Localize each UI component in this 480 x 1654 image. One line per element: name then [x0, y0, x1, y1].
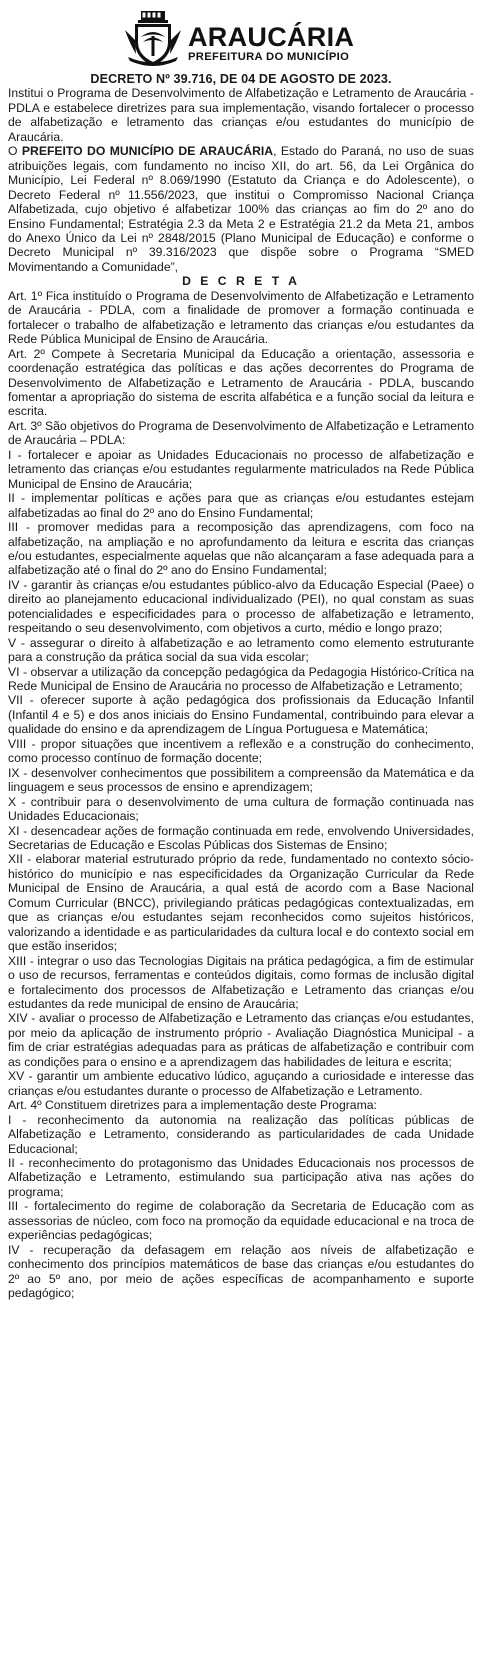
article-3-item-x: X - contribuir para o desenvolvimento de uma cultura de formação continuada nas Unidades Educacionais; [8, 794, 474, 824]
article-3-item-xii: XII - elaborar material estruturado próprio da rede, fundamentado no contexto sócio-histórico do município e nas especificidades da Organização Curricular da Rede Municipal de Ensino de Araucária, a qual está de acordo com a Base Nacional Comum Curricular (BNCC), privilegiando práticas pedagógicas contextualizadas, em que as crianças e/ou estudantes sejam reconhecidos como sujeitos históricos, valorizando a identidade e as particularidades da cultura local e do contexto social em que estão inseridos; [8, 852, 474, 954]
article-3-item-xiv: XIV - avaliar o processo de Alfabetização e Letramento das crianças e/ou estudantes, por meio da aplicação de instrumento próprio - Avaliação Diagnóstica Municipal - a fim de criar estratégias adequadas para as práticas de alfabetização e contribuir com as condições para o ensino e a aprendizagem das habilidades de leitura e escrita; [8, 1011, 474, 1069]
article-4: Art. 4º Constituem diretrizes para a implementação deste Programa: [8, 1098, 377, 1113]
article-3-item-vii: VII - oferecer suporte à ação pedagógica dos profissionais da Educação Infantil (Infantil 4 e 5) e dos anos iniciais do Ensino Fundamental, contribuindo para elevar a qualidade do ensino e da aprendizagem de Língua Portuguesa e Matemática; [8, 693, 474, 737]
article-2: Art. 2º Compete à Secretaria Municipal da Educação a orientação, assessoria e coordenação estratégica das políticas e das ações decorrentes do Programa de Desenvolvimento de Alfabetização e Letramento de Araucária - PDLA, buscando fomentar a apropriação do sistema de escrita alfabética e a função social da leitura e escrita. [8, 346, 474, 419]
brand-subtitle: PREFEITURA DO MUNICÍPIO [188, 51, 350, 63]
article-3-item-xi: XI - desencadear ações de formação continuada em rede, envolvendo Universidades, Secretarias de Educação e Escolas Públicas dos Sistemas de Ensino; [8, 823, 474, 853]
article-4-item-ii: II - reconhecimento do protagonismo das Unidades Educacionais nos processos de Alfabetização e Letramento, estimulando sua participação ativa nas ações do programa; [8, 1155, 474, 1199]
header [0, 8, 480, 70]
article-3-item-iv: IV - garantir às crianças e/ou estudantes público-alvo da Educação Especial (Paee) o direito ao planejamento educacional individualizado (PEI), no qual constam as suas potencialidades e especificidades para o processo de alfabetização e letramento, respeitando o seu desenvolvimento, com objetivos a curto, médio e longo prazo; [8, 577, 474, 636]
article-4-item-iii: III - fortalecimento do regime de colaboração da Secretaria de Educação com as assessorias de núcleo, com foco na promoção da equidade educacional e na troca de experiências pedagógicas; [8, 1199, 474, 1243]
article-3: Art. 3º São objetivos do Programa de Desenvolvimento de Alfabetização e Letramento de Araucária – PDLA: [8, 418, 474, 448]
preamble-text: , Estado do Paraná, no uso de suas atribuições legais, com fundamento no inciso XII, do art. 56, da Lei Orgânica do Município, Lei Federal nº 8.069/1990 (Estatuto da Criança e do Adolescente), o Decreto Federal nº 11.556/2023, que institui o Compromisso Nacional Criança Alfabetizada, cujo objetivo é alfabetizar 100% das crianças ao fim do 2º ano do Ensino Fundamental; Estratégia 2.3 da Meta 2 e Estratégia 21.2 da Meta 21, ambos do Anexo Único da Lei nº 2848/2015 (Plano Municipal de Educação) e conforme o Decreto Municipal nº 39.316/2023 que dispõe sobre o Programa “SMED Movimentando a Comunidade”, [8, 144, 474, 274]
article-3-item-i: I - fortalecer e apoiar as Unidades Educacionais no processo de alfabetização e letramento das crianças e/ou estudantes regularmente matriculados na Rede Pública Municipal de Ensino de Araucária; [8, 447, 474, 491]
decree-body [8, 72, 474, 1301]
decreta-heading: D E C R E T A [182, 274, 300, 289]
article-4-item-iv: IV - recuperação da defasagem em relação aos níveis de alfabetização e conhecimento dos princípios matemáticos de base das crianças e/ou estudantes do 2º ao 5º ano, por meio de ações específicas de acompanhamento e suporte pedagógico; [8, 1242, 474, 1301]
article-3-item-xv: XV - garantir um ambiente educativo lúdico, aguçando a curiosidade e interesse das crianças e/ou estudantes durante o processo de Alfabetização e Letramento. [8, 1069, 474, 1098]
decree-ementa: Institui o Programa de Desenvolvimento de Alfabetização e Letramento de Araucária - PDLA e estabelece diretrizes para sua implementação, visando fortalecer o processo de alfabetização e letramento das crianças e/ou estudantes do município de Araucária. [8, 86, 474, 144]
article-4-item-i: I - reconhecimento da autonomia na realização das políticas públicas de Alfabetização e Letramento, considerando as particularidades de cada Unidade Educacional; [8, 1112, 474, 1156]
article-3-item-vi: VI - observar a utilização da concepção pedagógica da Pedagogia Histórico-Crítica na Rede Municipal de Ensino de Araucária no processo de Alfabetização e Letramento; [8, 664, 474, 694]
article-3-item-ix: IX - desenvolver conhecimentos que possibilitem a compreensão da Matemática e da linguagem e seus processos de ensino e aprendizagem; [8, 765, 474, 795]
article-1: Art. 1º Fica instituído o Programa de Desenvolvimento de Alfabetização e Letramento de Araucária - PDLA, com a finalidade de promover a formação continuada e fortalecer o trabalho de alfabetização e letramento das crianças e/ou estudantes da Rede Pública Municipal de Ensino de Araucária. [8, 288, 474, 347]
preamble-lead: O [8, 144, 18, 159]
article-3-item-viii: VIII - propor situações que incentivem a reflexão e a construção do conhecimento, como processo contínuo de formação docente; [8, 736, 474, 766]
brand-name: ARAUCÁRIA [188, 22, 355, 52]
brand-block [188, 24, 354, 63]
preamble-authority: PREFEITO DO MUNICÍPIO DE ARAUCÁRIA [21, 144, 274, 159]
municipal-crest-icon [124, 10, 182, 68]
article-3-item-ii: II - implementar políticas e ações para que as crianças e/ou estudantes estejam alfabetizadas ao final do 2º ano do Ensino Fundamental; [8, 491, 474, 520]
article-3-item-iii: III - promover medidas para a recomposição das aprendizagens, com foco na alfabetização, na ampliação e no aprofundamento da leitura e escrita das crianças e/ou estudantes, especialmente aquelas que não alcançaram a fase adequada para a alfabetização até o final do 2º ano do Ensino Fundamental; [8, 520, 474, 578]
article-3-item-xiii: XIII - integrar o uso das Tecnologias Digitais na prática pedagógica, a fim de estimular o uso de recursos, ferramentas e conteúdos digitais, como formas de inclusão digital e fortalecimento dos processos de Alfabetização e Letramento das crianças e/ou estudantes da rede municipal de ensino de Araucária; [8, 953, 474, 1011]
decree-title: DECRETO Nº 39.716, DE 04 DE AGOSTO DE 2023. [90, 72, 392, 86]
article-3-item-v: V - assegurar o direito à alfabetização e ao letramento como elemento estruturante para a construção da prática social da sua vida escolar; [8, 635, 474, 665]
decree-preamble [8, 144, 474, 274]
